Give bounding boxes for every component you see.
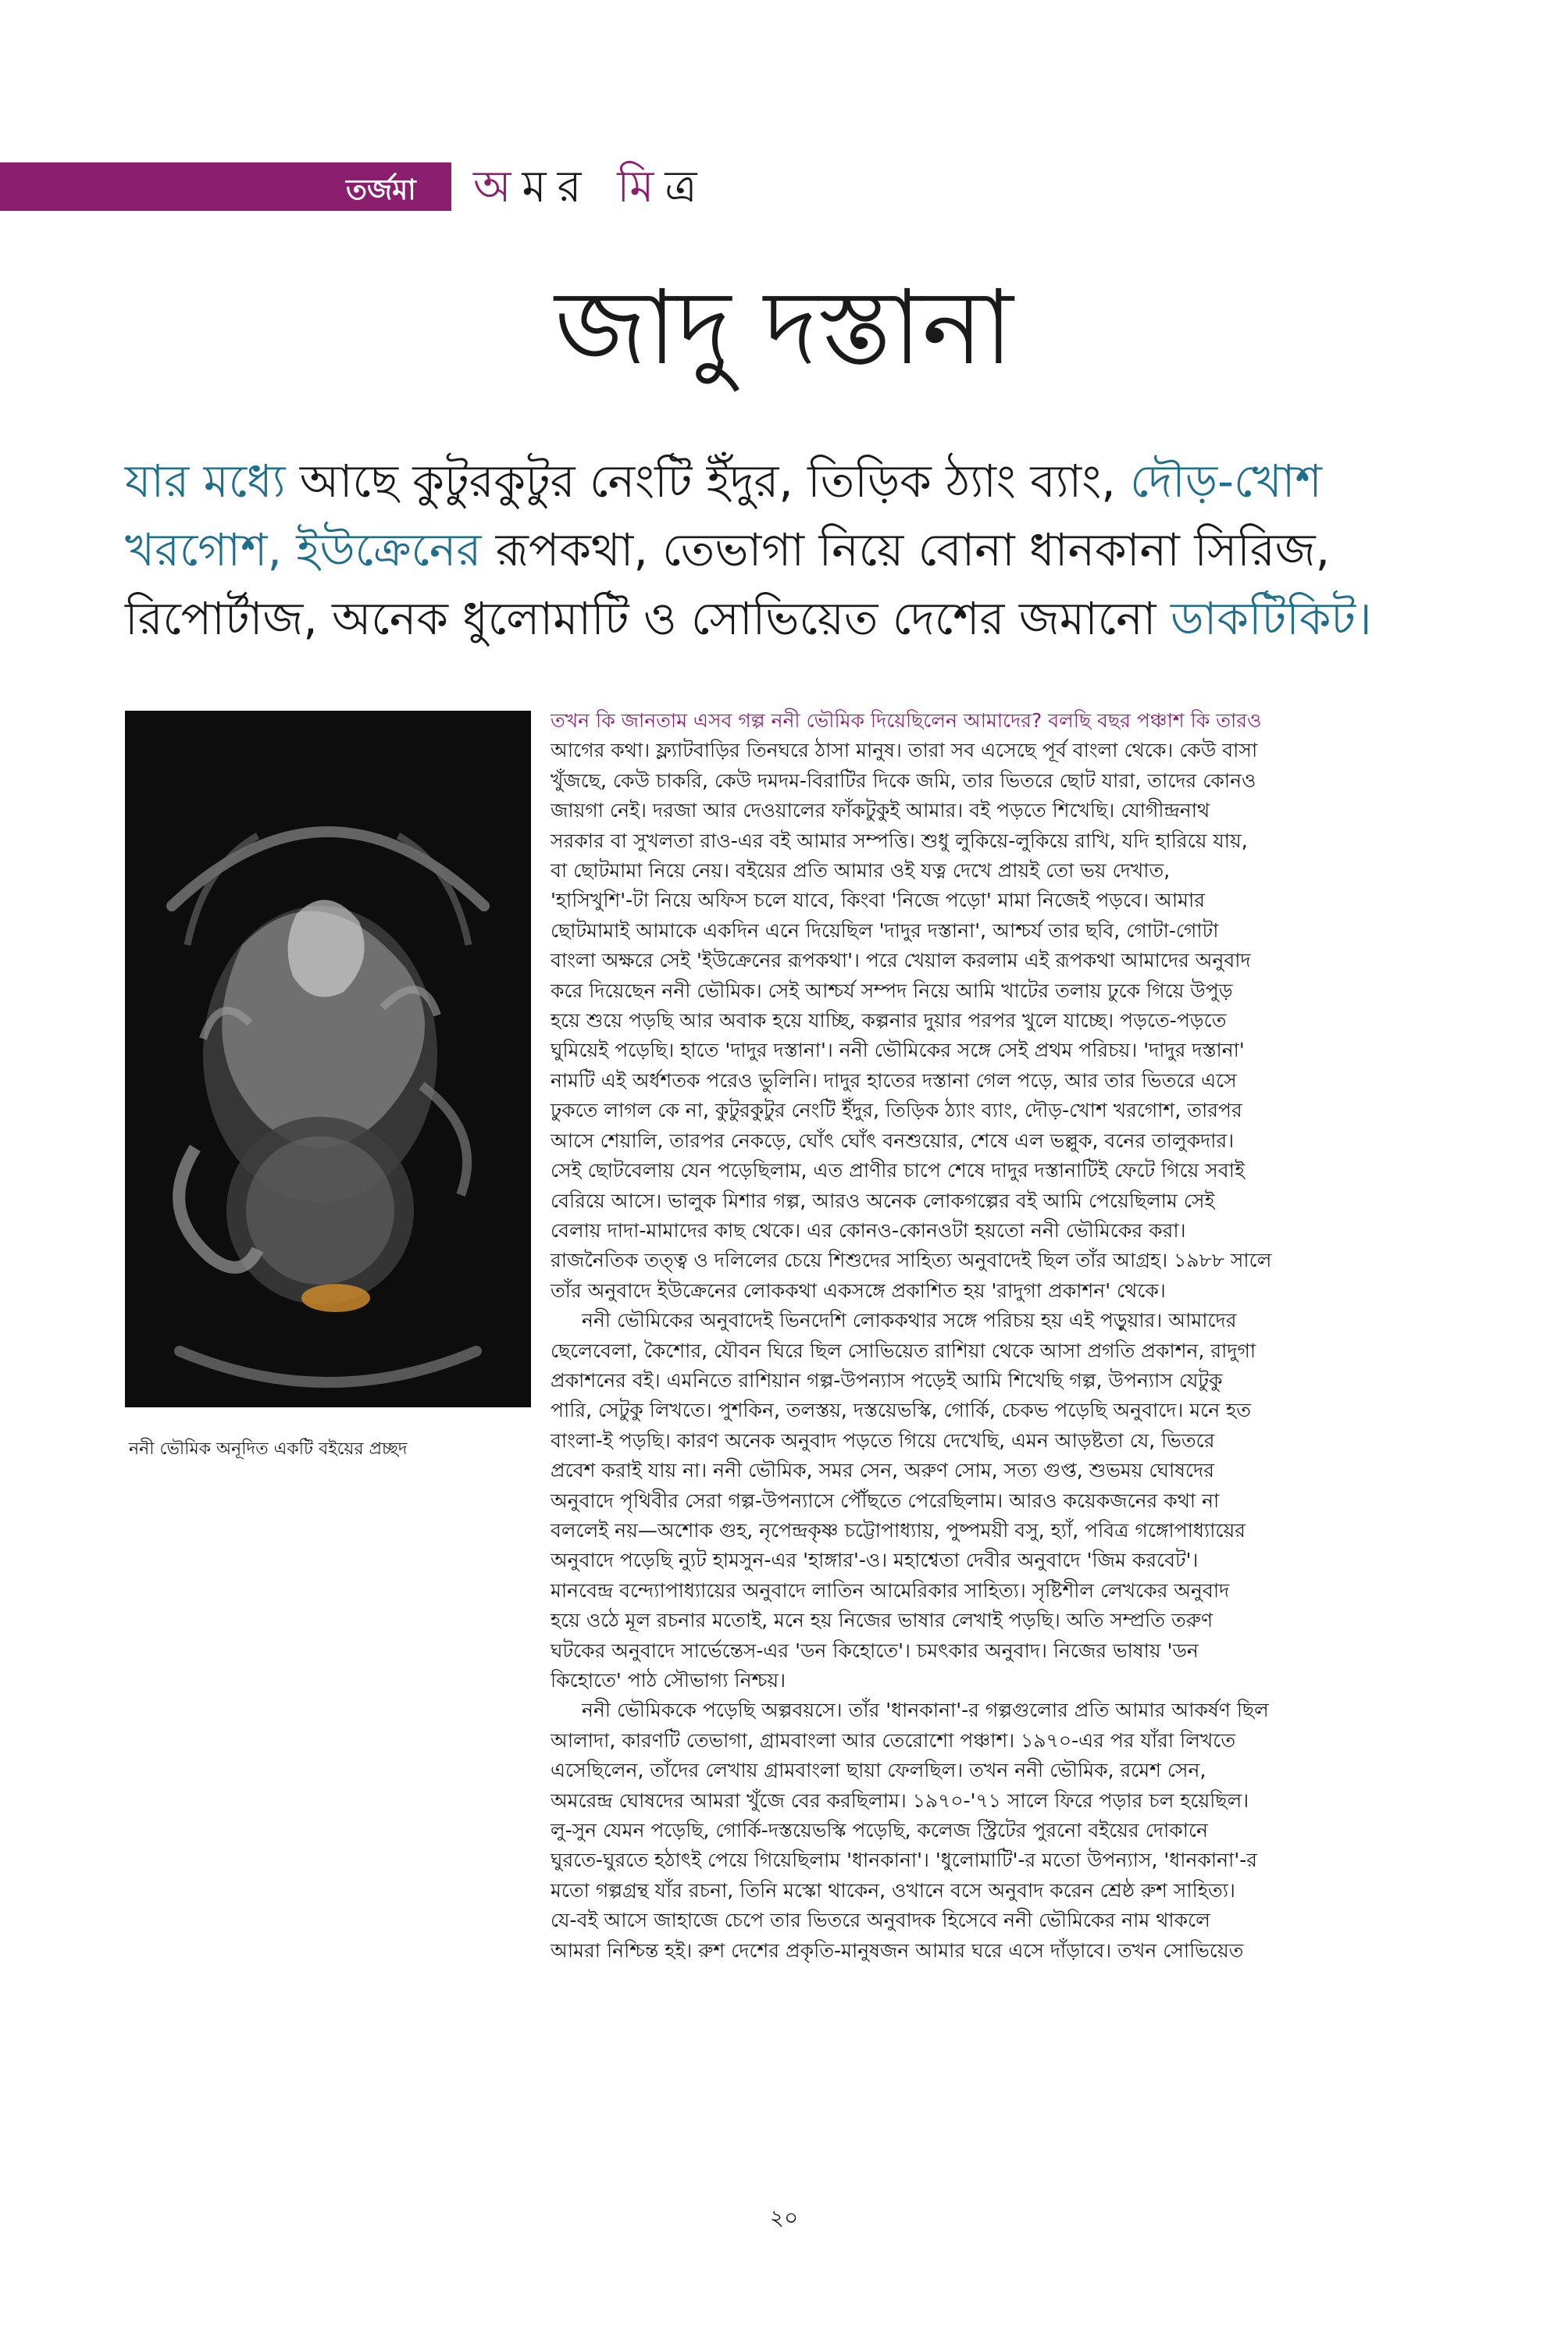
- illustration-caption: ননী ভৌমিক অনূদিত একটি বইয়ের প্রচ্ছদ: [129, 1439, 408, 1459]
- body-line: অমরেন্দ্র ঘোষদের আমরা খুঁজে বের করছিলাম। ১৯৭০-'৭১ সালে ফিরে পড়ার চল হয়েছিল।: [551, 1788, 1249, 1812]
- article-subtitle: [125, 447, 1452, 653]
- body-line: আমরা নিশ্চিন্ত হই। রুশ দেশের প্রকৃতি-মানুষজন আমার ঘরে এসে দাঁড়াবে। তখন সোভিয়েত: [551, 1938, 1244, 1962]
- body-line: ঢুকতে লাগল কে না, কুটুরকুটুর নেংটি ইঁদুর, তিড়িক ঠ্যাং ব্যাং, দৌড়-খোশ খরগোশ, তারপর: [551, 1099, 1242, 1122]
- body-line: ঘটকের অনুবাদে সার্ভেন্তেস-এর 'ডন কিহোতে'। চমৎকার অনুবাদ। নিজের ভাষায় 'ডন: [551, 1639, 1199, 1662]
- body-line: বা ছোটমামা নিয়ে নেয়। বইয়ের প্রতি আমার ওই যত্ন দেখে প্রায়ই তো ভয় দেখাত,: [551, 859, 1171, 883]
- body-line: ছেলেবেলা, কৈশোর, যৌবন ঘিরে ছিল সোভিয়েত রাশিয়া থেকে আসা প্রগতি প্রকাশন, রাদুগা: [551, 1339, 1256, 1362]
- body-line: ঘুরতে-ঘুরতে হঠাৎই পেয়ে গিয়েছিলাম 'ধানকানা'। 'ধুলোমাটি'-র মতো উপন্যাস, 'ধানকানা'-র: [551, 1849, 1257, 1872]
- book-cover-illustration: [125, 711, 531, 1407]
- body-line: ছোটমামাই আমাকে একদিন এনে দিয়েছিল 'দাদুর দস্তানা', আশ্চর্য তার ছবি, গোটা-গোটা: [551, 918, 1219, 942]
- author-name-part: অ: [473, 162, 522, 212]
- body-line: আলাদা, কারণটি তেভাগা, গ্রামবাংলা আর তেরোশো পঞ্চাশ। ১৯৭০-এর পর যাঁরা লিখতে: [551, 1728, 1236, 1752]
- subtitle-line: খরগোশ, ইউক্রেনের রূপকথা, তেভাগা নিয়ে বোনা ধানকানা সিরিজ,: [125, 523, 1331, 576]
- body-line: পারি, সেটুকু লিখতে। পুশকিন, তলস্তয়, দস্তয়েভস্কি, গোর্কি, চেকভ পড়েছি অনুবাদে। মনে হত: [551, 1399, 1252, 1422]
- body-line: ননী ভৌমিককে পড়েছি অল্পবয়সে। তাঁর 'ধানকানা'-র গল্পগুলোর প্রতি আমার আকর্ষণ ছিল: [582, 1699, 1269, 1722]
- body-line: সরকার বা সুখলতা রাও-এর বই আমার সম্পত্তি। শুধু লুকিয়ে-লুকিয়ে রাখি, যদি হারিয়ে যায়,: [551, 829, 1248, 852]
- body-line: অনুবাদে পড়েছি ন্যুট হামসুন-এর 'হাঙ্গার'-ও। মহাশ্বেতা দেবীর অনুবাদে 'জিম করবেট'।: [551, 1549, 1199, 1572]
- body-line: বললেই নয়—অশোক গুহ, নৃপেন্দ্রকৃষ্ণ চট্টোপাধ্যায়, পুষ্পময়ী বসু, হ্যাঁ, পবিত্র গঙ্গোপাধ্যায়ের: [551, 1518, 1246, 1542]
- body-line: হয়ে ওঠে মূল রচনার মতোই, মনে হয় নিজের ভাষার লেখাই পড়ছি। অতি সম্প্রতি তরুণ: [551, 1609, 1213, 1632]
- body-line: বেরিয়ে আসে। ভালুক মিশার গল্প, আরও অনেক লোকগল্পের বই আমি পেয়েছিলাম সেই: [551, 1189, 1215, 1212]
- body-line: প্রকাশনের বই। এমনিতে রাশিয়ান গল্প-উপন্যাস পড়েই আমি শিখেছি গল্প, উপন্যাস যেটুকু: [551, 1368, 1223, 1392]
- body-line: মানবেন্দ্র বন্দ্যোপাধ্যায়ের অনুবাদে লাতিন আমেরিকার সাহিত্য। সৃষ্টিশীল লেখকের অনুবাদ: [551, 1578, 1230, 1602]
- body-line: রাজনৈতিক তত্ত্ব ও দলিলের চেয়ে শিশুদের সাহিত্য অনুবাদেই ছিল তাঁর আগ্রহ। ১৯৮৮ সালে: [551, 1249, 1272, 1272]
- body-line: বাংলা-ই পড়ছি। কারণ অনেক অনুবাদ পড়তে গিয়ে দেখেছি, এমন আড়ষ্টতা যে, ভিতরে: [551, 1428, 1215, 1452]
- article-body: [551, 706, 1437, 1966]
- body-line: অনুবাদে পৃথিবীর সেরা গল্প-উপন্যাসে পৌঁছতে পেরেছিলাম। আরও কয়েকজনের কথা না: [551, 1489, 1220, 1512]
- body-line: করে দিয়েছেন ননী ভৌমিক। সেই আশ্চর্য সম্পদ নিয়ে আমি খাটের তলায় ঢুকে গিয়ে উপুড়: [551, 979, 1233, 1002]
- body-line: জায়গা নেই। দরজা আর দেওয়ালের ফাঁকটুকুই আমার। বই পড়তে শিখেছি। যোগীন্দ্রনাথ: [551, 799, 1210, 822]
- article-title: জাদু দস্তানা: [554, 268, 1014, 388]
- author-name-part: মি: [617, 162, 665, 212]
- body-line: ঘুমিয়েই পড়েছি। হাতে 'দাদুর দস্তানা'। ননী ভৌমিকের সঙ্গে সেই প্রথম পরিচয়। 'দাদুর দস্তানা': [551, 1039, 1245, 1062]
- body-line: নামটি এই অর্ধশতক পরেও ভুলিনি। দাদুর হাতের দস্তানা গেল পড়ে, আর তার ভিতরে এসে: [551, 1068, 1237, 1092]
- body-line: তখন কি জানতাম এসব গল্প ননী ভৌমিক দিয়েছিলেন আমাদের? বলছি বছর পঞ্চাশ কি তারও: [551, 709, 1262, 732]
- body-line: ননী ভৌমিকের অনুবাদেই ভিনদেশি লোককথার সঙ্গে পরিচয় হয় এই পড়ুয়ার। আমাদের: [582, 1309, 1237, 1332]
- body-line: মতো গল্পগ্রন্থ যাঁর রচনা, তিনি মস্কো থাকেন, ওখানে বসে অনুবাদ করেন শ্রেষ্ঠ রুশ সাহিত্য।: [551, 1878, 1235, 1902]
- subtitle-line: রিপোর্টাজ, অনেক ধুলোমাটি ও সোভিয়েত দেশের জমানো ডাকটিকিট।: [125, 592, 1372, 645]
- author-name-part: ত্র: [665, 162, 708, 212]
- body-line: তাঁর অনুবাদে ইউক্রেনের লোককথা একসঙ্গে প্রকাশিত হয় 'রাদুগা প্রকাশন' থেকে।: [551, 1278, 1166, 1302]
- body-line: যে-বই আসে জাহাজে চেপে তার ভিতরে অনুবাদক হিসেবে ননী ভৌমিকের নাম থাকলে: [551, 1909, 1210, 1932]
- body-line: আগের কথা। ফ্ল্যাটবাড়ির তিনঘরে ঠাসা মানুষ। তারা সব এসেছে পূর্ব বাংলা থেকে। কেউ বাসা: [551, 739, 1258, 762]
- page-number: ২০: [769, 2205, 799, 2231]
- body-line: বাংলা অক্ষরে সেই 'ইউক্রেনের রূপকথা'। পরে খেয়াল করলাম এই রূপকথা আমাদের অনুবাদ: [551, 949, 1251, 972]
- body-line: কিহোতে' পাঠ সৌভাগ্য নিশ্চয়।: [551, 1669, 786, 1692]
- body-line: খুঁজছে, কেউ চাকরি, কেউ দমদম-বিরাটির দিকে জমি, তার ভিতরে ছোট যারা, তাদের কোনও: [551, 768, 1256, 792]
- body-line: প্রবেশ করাই যায় না। ননী ভৌমিক, সমর সেন, অরুণ সোম, সত্য গুপ্ত, শুভময় ঘোষদের: [551, 1459, 1214, 1482]
- body-line: বেলায় দাদা-মামাদের কাছ থেকে। এর কোনও-কোনওটা হয়তো ননী ভৌমিকের করা।: [551, 1218, 1186, 1242]
- body-line: লু-সুন যেমন পড়েছি, গোর্কি-দস্তয়েভস্কি পড়েছি, কলেজ স্ট্রিটের পুরনো বইয়ের দোকানে: [551, 1819, 1208, 1842]
- section-label: তর্জমা: [346, 174, 416, 206]
- body-line: এসেছিলেন, তাঁদের লেখায় গ্রামবাংলা ছায়া ফেলছিল। তখন ননী ভৌমিক, রমেশ সেন,: [551, 1759, 1206, 1782]
- body-line: আসে শেয়ালি, তারপর নেকড়ে, ঘোঁৎ ঘোঁৎ বনশুয়োর, শেষে এল ভল্লুক, বনের তালুকদার।: [551, 1129, 1235, 1152]
- body-line: সেই ছোটবেলায় যেন পড়েছিলাম, এত প্রাণীর চাপে শেষে দাদুর দস্তানাটিই ফেটে গিয়ে সবাই: [551, 1159, 1245, 1182]
- body-line: 'হাসিখুশি'-টা নিয়ে অফিস চলে যাবে, কিংবা 'নিজে পড়ো' মামা নিজেই পড়বে। আমার: [551, 889, 1206, 912]
- subtitle-line: যার মধ্যে আছে কুটুরকুটুর নেংটি ইঁদুর, তিড়িক ঠ্যাং ব্যাং, দৌড়-খোশ: [125, 455, 1322, 508]
- author-name-part: মর: [522, 162, 593, 212]
- body-line: হয়ে শুয়ে পড়ছি আর অবাক হয়ে যাচ্ছি, কল্পনার দুয়ার পরপর খুলে যাচ্ছে। পড়তে-পড়তে: [551, 1009, 1227, 1032]
- author-name: [473, 153, 708, 226]
